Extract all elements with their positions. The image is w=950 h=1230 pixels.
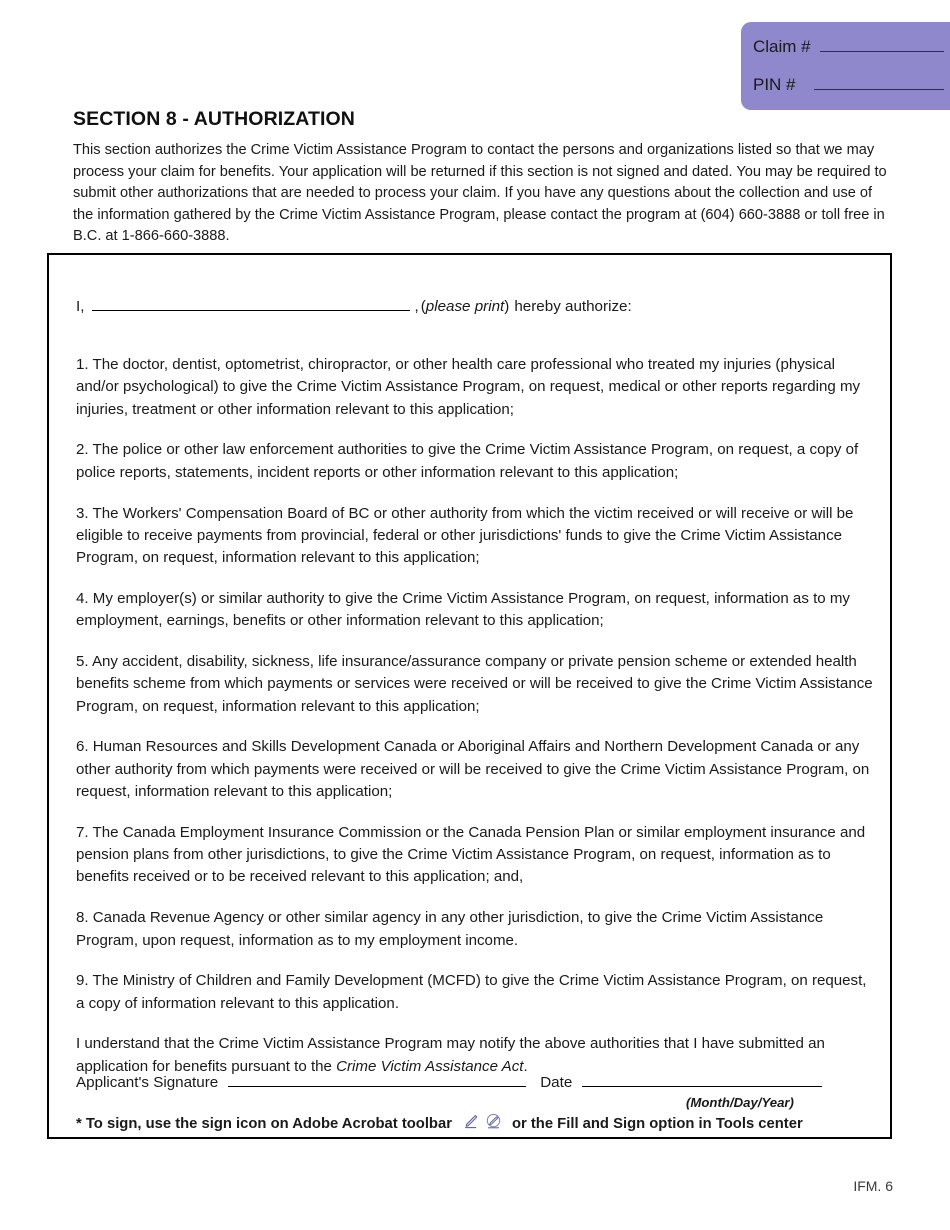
signature-row: [76, 1073, 871, 1091]
clause-list: [76, 339, 876, 1078]
claim-number-row: [753, 35, 950, 73]
authorize-prefix: I,: [76, 298, 85, 315]
sign-note-text-part2: or the Fill and Sign option in Tools center: [511, 1115, 803, 1132]
clause-item: 4. My employer(s) or similar authority to give the Crime Victim Assistance Program, on request, information as to my employment, earnings, benefits or other information relevant to this application;: [76, 589, 850, 630]
understanding-paragraph: [76, 1033, 876, 1078]
clause-item: 7. The Canada Employment Insurance Commission or the Canada Pension Plan or similar employment insurance and pension plans from other jurisdictions, to give the Crime Victim Assistance Program, on request, information as to benefits received or to be received relevant to this application; and,: [76, 823, 866, 886]
intro-paragraph: This section authorizes the Crime Victim Assistance Program to contact the persons and organizations listed so that we may process your claim for benefits. Your application will be returned if this section is not signed and dated. You may be required to submit other authorizations that are needed to process your claim. If you have any questions about the collection and use of the information gathered by the Crime Victim Assistance Program, please contact the program at (604) 660-3888 or toll free in B.C. at 1-866-660-3888.: [73, 142, 887, 244]
circled-sign-pen-icon[interactable]: [485, 1113, 502, 1134]
understanding-text-before: I understand that the Crime Victim Assistance Program may notify the above authorities that I have submitted an application for benefits pursuant to the: [76, 1035, 825, 1075]
date-format-hint: (Month/Day/Year): [686, 1095, 794, 1110]
clause-item: 5. Any accident, disability, sickness, life insurance/assurance company or private pension scheme or extended health benefits scheme from which payments or services were received or will be received to give the Crime Victim Assistance Program, on request, information relevant to this application;: [76, 653, 873, 715]
please-print-hint: please print: [425, 298, 505, 315]
applicant-signature-input[interactable]: [228, 1073, 526, 1087]
clause-item: 6. Human Resources and Skills Development Canada or Aboriginal Affairs and Northern Development Canada or any other authority from which payments were received or will be received to give the Crime Victim Assistance Program, on request, information relevant to this application;: [76, 738, 870, 801]
authorize-line: [76, 297, 632, 315]
clause-item: 3. The Workers' Compensation Board of BC or other authority from which the victim received or will receive or will be eligible to receive payments from provincial, federal or other jurisdictions' funds to give the Crime Victim Assistance Program, on request, information relevant to this application;: [76, 504, 854, 567]
sign-note-text-part1: * To sign, use the sign icon on Adobe Acrobat toolbar: [76, 1115, 452, 1132]
date-label: Date: [540, 1074, 573, 1091]
pen-icon[interactable]: [462, 1113, 479, 1134]
page-title: SECTION 8 - AUTHORIZATION: [73, 108, 355, 130]
pin-number-label: PIN #: [753, 75, 796, 94]
applicant-signature-label: Applicant's Signature: [76, 1074, 219, 1091]
claim-number-input[interactable]: [820, 35, 944, 52]
authorization-box: [47, 253, 892, 1139]
authorize-close-paren: ): [504, 298, 510, 315]
sign-instruction-note: [76, 1113, 876, 1134]
printed-name-input[interactable]: [92, 297, 410, 311]
pin-number-row: [753, 73, 950, 111]
authorize-open-paren: (: [420, 298, 426, 315]
understanding-text-after: .: [523, 1057, 528, 1075]
clause-item: 9. The Ministry of Children and Family Development (MCFD) to give the Crime Victim Assistance Program, on request, a copy of information relevant to this application.: [76, 972, 867, 1012]
authorize-comma: ,: [414, 298, 419, 315]
clause-item: 8. Canada Revenue Agency or other similar agency in any other jurisdiction, to give the Crime Victim Assistance Program, upon request, information as to my employment income.: [76, 909, 824, 949]
clause-item: 2. The police or other law enforcement authorities to give the Crime Victim Assistance Program, on request, a copy of police reports, statements, incident reports or other information relevant to this application;: [76, 441, 859, 481]
claim-number-label: Claim #: [753, 37, 811, 56]
date-input[interactable]: [582, 1073, 822, 1087]
authorize-suffix: hereby authorize:: [514, 298, 632, 315]
page-footer: IFM. 6: [853, 1178, 893, 1194]
pin-number-input[interactable]: [814, 73, 944, 90]
clause-item: 1. The doctor, dentist, optometrist, chiropractor, or other health care professional who treated my injuries (physical and/or psychological) to give the Crime Victim Assistance Program, on request, medical or other reports regarding my injuries, treatment or other information relevant to this application;: [76, 356, 861, 418]
act-name: Crime Victim Assistance Act: [336, 1057, 524, 1075]
claim-pin-box: [741, 22, 950, 110]
